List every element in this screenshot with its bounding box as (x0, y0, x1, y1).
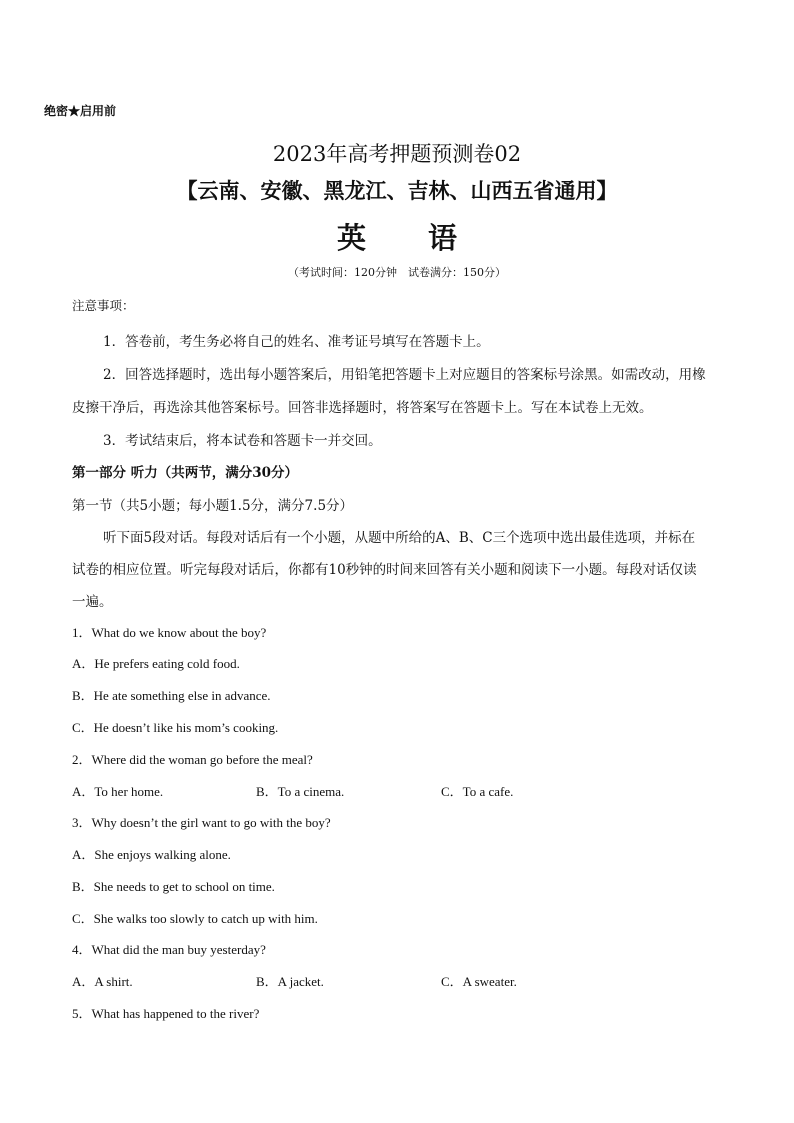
question-1-option-c: C．He doesn’t like his mom’s cooking. (72, 720, 279, 735)
question-2-option-b: B．To a cinema. (256, 784, 345, 799)
notice-item-3: 3．考试结束后，将本试卷和答题卡一并交回。 (103, 433, 382, 449)
notice-item-1: 1．答卷前，考生务必将自己的姓名、准考证号填写在答题卡上。 (103, 334, 490, 350)
notice-item-2-line-2: 皮擦干净后，再选涂其他答案标号。回答非选择题时，将答案写在答题卡上。写在本试卷上无效。 (72, 400, 653, 416)
part-one-heading: 第一部分 听力（共两节，满分30分） (72, 465, 298, 481)
question-4-option-c: C．A sweater. (441, 974, 517, 989)
question-1-option-b: B．He ate something else in advance. (72, 688, 271, 703)
exam-time-info: （考试时间：120分钟 试卷满分：150分） (288, 266, 506, 279)
question-3-option-b: B．She needs to get to school on time. (72, 879, 275, 894)
question-4-stem: 4．What did the man buy yesterday? (72, 942, 266, 957)
subject-title: 英 语 (336, 221, 484, 255)
listening-instructions-line-3: 一遍。 (72, 594, 113, 610)
listening-instructions-line-1: 听下面5段对话。每段对话后有一个小题，从题中所给的A、B、C三个选项中选出最佳选项，并标在 (103, 530, 696, 546)
question-1-stem: 1．What do we know about the boy? (72, 625, 267, 640)
question-3-option-c: C．She walks too slowly to catch up with him. (72, 911, 318, 926)
question-4-option-a: A．A shirt. (72, 974, 133, 989)
section-one-heading: 第一节（共5小题；每小题1.5分，满分7.5分） (72, 498, 354, 514)
exam-region-subtitle: 【云南、安徽、黑龙江、吉林、山西五省通用】 (176, 178, 618, 203)
question-2-option-a: A．To her home. (72, 784, 164, 799)
confidential-label: 绝密★启用前 (44, 104, 117, 118)
question-5-stem: 5．What has happened to the river? (72, 1006, 260, 1021)
notice-item-2-line-1: 2．回答选择题时，选出每小题答案后，用铅笔把答题卡上对应题目的答案标号涂黑。如需改动，用橡 (103, 367, 706, 383)
question-3-stem: 3．Why doesn’t the girl want to go with the boy? (72, 815, 331, 830)
question-2-stem: 2．Where did the woman go before the meal? (72, 752, 313, 767)
question-1-option-a: A．He prefers eating cold food. (72, 656, 240, 671)
notice-heading: 注意事项： (72, 298, 135, 313)
question-3-option-a: A．She enjoys walking alone. (72, 847, 231, 862)
question-2-option-c: C．To a cafe. (441, 784, 514, 799)
listening-instructions-line-2: 试卷的相应位置。听完每段对话后，你都有10秒钟的时间来回答有关小题和阅读下一小题。每段对话仅读 (72, 562, 697, 578)
question-4-option-b: B．A jacket. (256, 974, 324, 989)
exam-title: 2023年高考押题预测卷02 (272, 142, 522, 166)
